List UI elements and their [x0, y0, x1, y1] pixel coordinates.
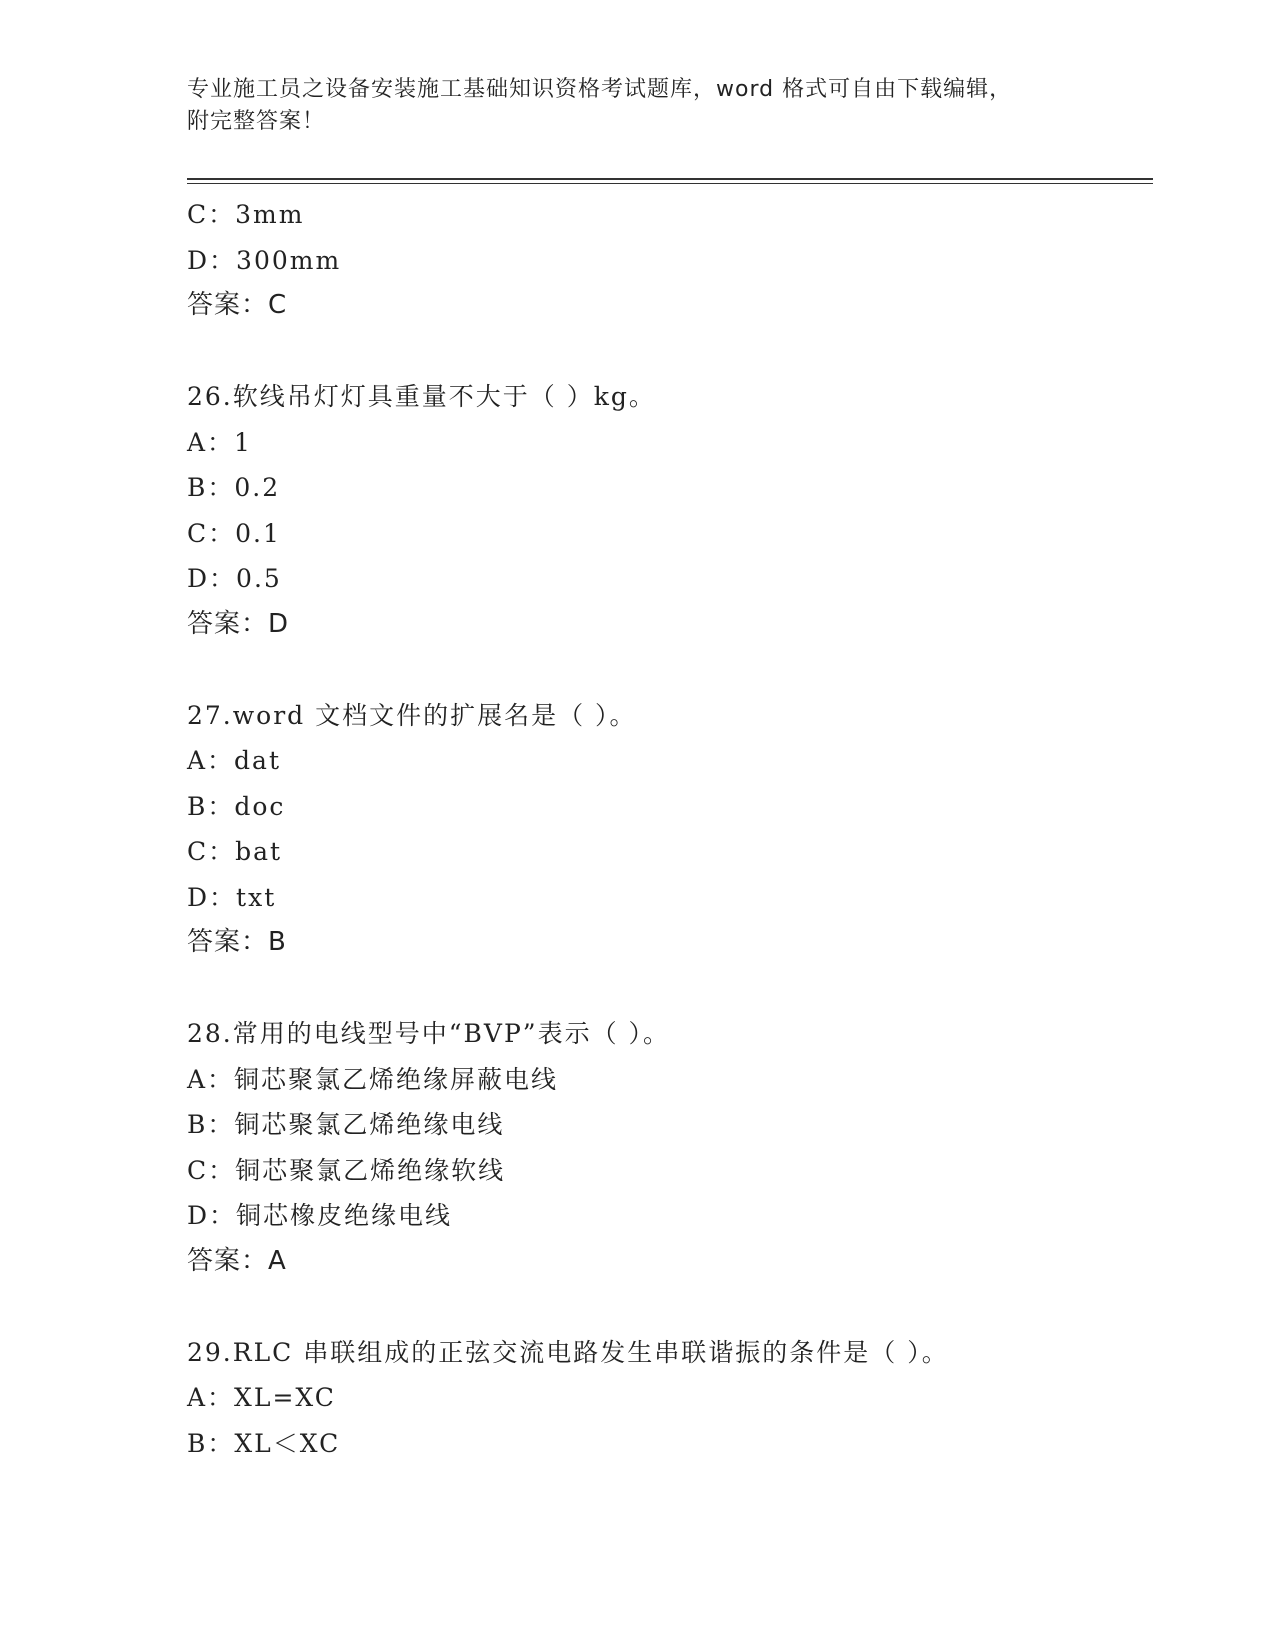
q28-option-d: D：铜芯橡皮绝缘电线 [187, 1201, 453, 1230]
q28-answer: 答案：A [187, 1245, 287, 1276]
q27-option-a: A：dat [187, 746, 282, 775]
q27-option-d: D：txt [187, 882, 277, 912]
question-list [187, 192, 1153, 1466]
q26-question: 26.软线吊灯灯具重量不大于（ ）kg。 [187, 382, 656, 411]
q29-option-b: B：XL＜XC [187, 1428, 341, 1458]
spacer [187, 1284, 1153, 1330]
spacer [187, 647, 1153, 693]
q26-option-c: C：0.1 [187, 518, 281, 548]
q28-option-a: A：铜芯聚氯乙烯绝缘屏蔽电线 [187, 1064, 559, 1094]
spacer [187, 329, 1153, 375]
q28-option-c: C：铜芯聚氯乙烯绝缘软线 [187, 1155, 506, 1185]
q29-question: 29.RLC 串联组成的正弦交流电路发生串联谐振的条件是（ ）。 [187, 1337, 949, 1367]
q27-option-b: B：doc [187, 791, 286, 821]
q25-answer: 答案：C [187, 290, 288, 320]
header-divider-thick [187, 178, 1153, 180]
q26-option-a: A：1 [187, 427, 252, 457]
q27-option-c: C：bat [187, 837, 283, 866]
q27-answer: 答案：B [187, 927, 287, 957]
document-header [187, 74, 1087, 138]
header-line-1: 专业施工员之设备安装施工基础知识资格考试题库，word 格式可自由下载编辑， [187, 77, 1013, 102]
header-line-2: 附完整答案！ [187, 109, 326, 134]
header-divider-thin [187, 183, 1153, 184]
q26-option-d: D：0.5 [187, 564, 282, 593]
q26-option-b: B：0.2 [187, 473, 281, 502]
q27-question: 27.word 文档文件的扩展名是（ ）。 [187, 700, 637, 730]
q25-option-d: D：300mm [187, 245, 342, 275]
q26-answer: 答案：D [187, 608, 290, 639]
q29-option-a: A：XL=XC [187, 1383, 336, 1412]
q28-question: 28.常用的电线型号中“BVP”表示（ ）。 [187, 1019, 671, 1048]
q25-option-c: C：3mm [187, 200, 305, 229]
q28-option-b: B：铜芯聚氯乙烯绝缘电线 [187, 1110, 505, 1139]
spacer [187, 966, 1153, 1012]
